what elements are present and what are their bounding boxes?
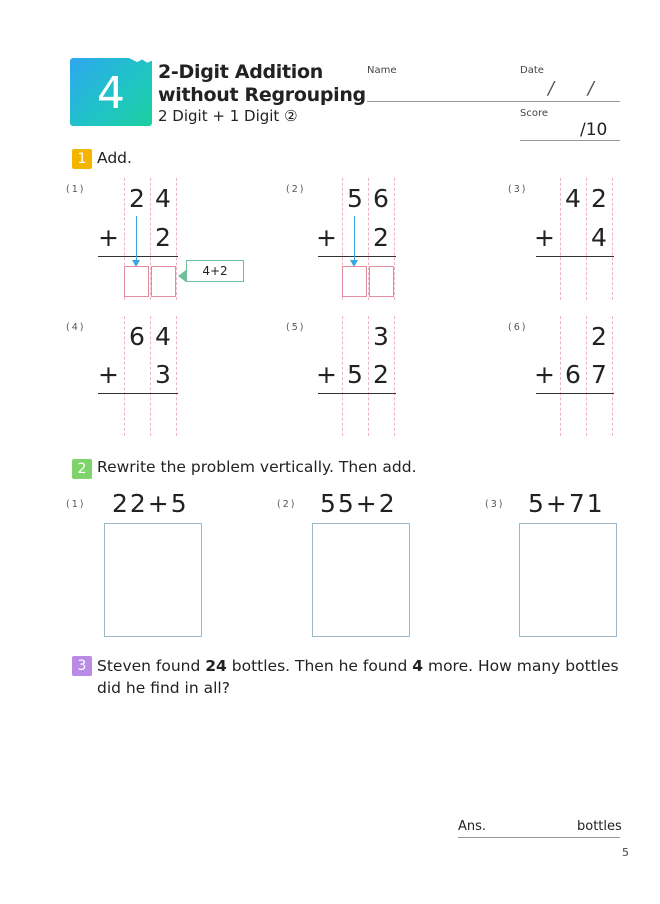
problem-label: (1): [66, 184, 86, 195]
answer-box-ones[interactable]: [369, 266, 394, 297]
problem-label: (3): [508, 184, 528, 195]
sum-line: [536, 393, 614, 394]
problem-text: bottles. Then he found: [226, 657, 413, 675]
expression: 22+5: [112, 489, 189, 518]
plus-sign: +: [316, 223, 337, 252]
digit: 4: [591, 223, 607, 252]
digit: 5: [347, 360, 363, 389]
digit: 5: [347, 184, 363, 213]
problem-number: 4: [412, 657, 424, 675]
answer-line[interactable]: [458, 837, 620, 838]
digit: 7: [591, 360, 607, 389]
sum-line: [98, 256, 178, 257]
problem-label: (1): [66, 499, 86, 510]
section1-instruction: Add.: [97, 149, 132, 167]
digit: 2: [373, 223, 389, 252]
word-problem: [97, 655, 627, 699]
problem-label: (2): [286, 184, 306, 195]
plus-sign: +: [534, 360, 555, 389]
plus-sign: +: [316, 360, 337, 389]
callout-pointer-icon: [178, 270, 186, 282]
problem-text: more. How many bottles did he find in all?: [97, 657, 619, 697]
guide-line: [612, 316, 613, 436]
answer-box-tens[interactable]: [124, 266, 149, 297]
digit: 3: [373, 322, 389, 351]
lesson-number: 4: [97, 68, 125, 119]
score-total: /10: [580, 120, 608, 140]
sum-line: [318, 393, 396, 394]
digit: 4: [155, 322, 171, 351]
answer-box-tens[interactable]: [342, 266, 367, 297]
expression: 5+71: [528, 489, 605, 518]
sum-line: [536, 256, 614, 257]
score-label: Score: [520, 108, 549, 119]
page-number: 5: [622, 846, 629, 859]
digit: 6: [373, 184, 389, 213]
digit: 2: [129, 184, 145, 213]
section1-tag: 1: [72, 149, 92, 169]
hint-callout: 4+2: [186, 260, 244, 282]
work-box[interactable]: [519, 523, 617, 637]
answer-box-ones[interactable]: [151, 266, 176, 297]
name-label: Name: [367, 65, 397, 76]
subtitle: 2 Digit + 1 Digit ②: [158, 107, 298, 125]
problem-label: (6): [508, 322, 528, 333]
date-label: Date: [520, 65, 544, 76]
section2-instruction: Rewrite the problem vertically. Then add.: [97, 458, 417, 476]
problem-label: (3): [485, 499, 505, 510]
problem-label: (4): [66, 322, 86, 333]
problem-label: (2): [277, 499, 297, 510]
section2-tag: 2: [72, 459, 92, 479]
digit: 2: [591, 322, 607, 351]
digit: 2: [373, 360, 389, 389]
sum-line: [318, 256, 396, 257]
guide-line: [394, 316, 395, 436]
title-line2: without Regrouping: [158, 84, 366, 106]
guide-line: [394, 178, 395, 300]
work-box[interactable]: [312, 523, 410, 637]
problem-number: 24: [205, 657, 227, 675]
digit: 4: [155, 184, 171, 213]
digit: 4: [565, 184, 581, 213]
work-box[interactable]: [104, 523, 202, 637]
guide-line: [176, 316, 177, 436]
arrow-line: [354, 216, 355, 262]
digit: 2: [155, 223, 171, 252]
title-line1: 2-Digit Addition: [158, 61, 323, 83]
date-slashes: / /: [548, 78, 608, 99]
score-line: [520, 140, 620, 141]
expression: 55+2: [320, 489, 397, 518]
answer-unit: bottles: [577, 819, 622, 834]
sum-line: [98, 393, 178, 394]
digit: 6: [129, 322, 145, 351]
plus-sign: +: [98, 360, 119, 389]
section3-tag: 3: [72, 656, 92, 676]
digit: 2: [591, 184, 607, 213]
plus-sign: +: [534, 223, 555, 252]
guide-line: [176, 178, 177, 300]
date-line[interactable]: [507, 101, 620, 102]
answer-label: Ans.: [458, 819, 487, 834]
plus-sign: +: [98, 223, 119, 252]
digit: 6: [565, 360, 581, 389]
guide-line: [612, 178, 613, 300]
arrow-line: [136, 216, 137, 262]
name-line: [367, 101, 507, 102]
problem-text: Steven found: [97, 657, 206, 675]
problem-label: (5): [286, 322, 306, 333]
digit: 3: [155, 360, 171, 389]
